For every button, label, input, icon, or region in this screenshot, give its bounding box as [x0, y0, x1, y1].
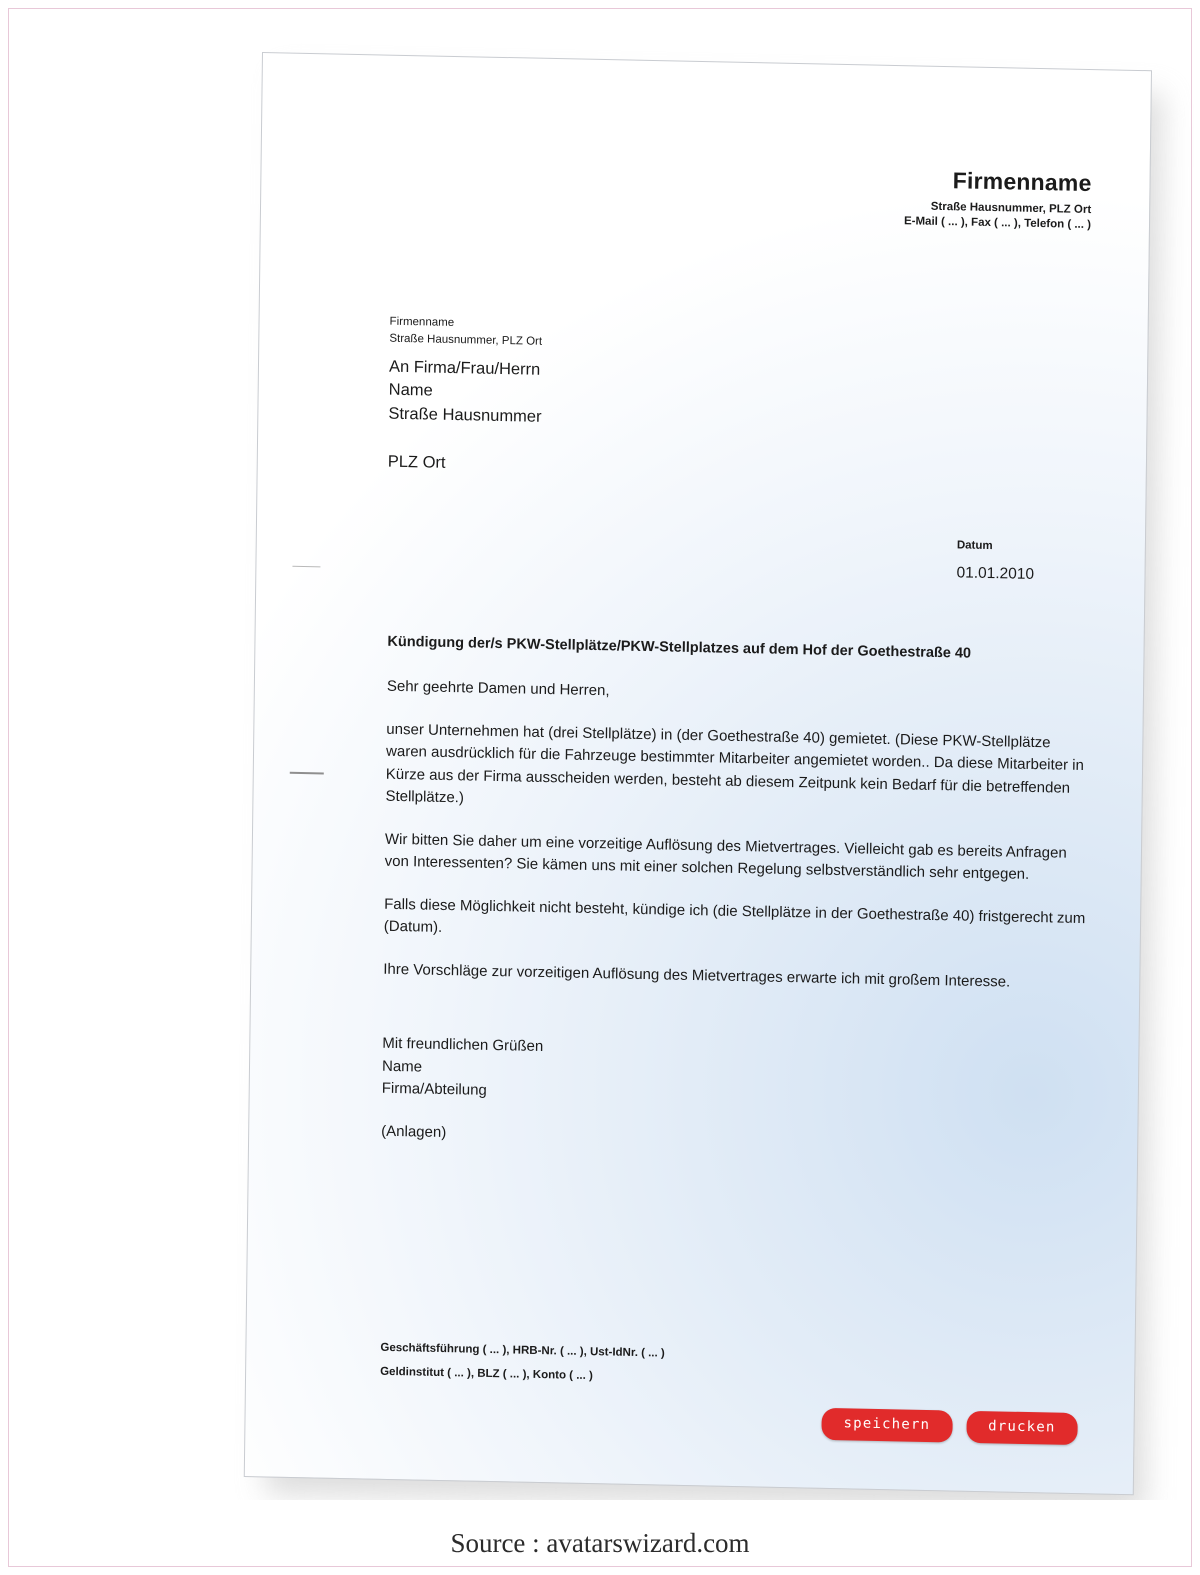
- sender-company: Firmenname: [389, 315, 455, 330]
- footer-line-bank: Geldinstitut ( ... ), BLZ ( ... ), Konto ( ... ): [380, 1365, 593, 1382]
- signature-department: Firma/Abteilung: [381, 1079, 487, 1099]
- date-block: [956, 539, 1087, 585]
- signature-name: Name: [381, 1057, 423, 1076]
- sender-street: Straße Hausnummer, PLZ Ort: [389, 332, 543, 348]
- letterhead-company-name: Firmenname: [952, 167, 1092, 197]
- save-button[interactable]: speichern: [821, 1408, 952, 1443]
- source-caption: Source : avatarswizard.com: [450, 1528, 750, 1558]
- letter-closing: Mit freundlichen Grüßen: [382, 1034, 544, 1056]
- date-value: 01.01.2010: [956, 564, 1035, 583]
- date-label: Datum: [956, 539, 993, 553]
- letter-salutation: Sehr geehrte Damen und Herren,: [386, 677, 610, 700]
- letterhead: [904, 166, 1092, 231]
- letterhead-contact: E-Mail ( ... ), Fax ( ... ), Telefon ( ... ): [903, 215, 1092, 232]
- recipient-street: Straße Hausnummer: [388, 404, 542, 426]
- recipient-address-block: [388, 356, 543, 478]
- letter-paragraph-1: unser Unternehmen hat (drei Stellplätze) in (der Goethestraße 40) gemietet. (Diese PKW-Stellplätze waren ausdrücklich für die Fahrzeuge bestimmter Mitarbeiter angemietet worden.. Da diese Mitarbeiter in Kürze aus der Firma ausscheiden werden, besteht ab diesem Zeitpunk kein Bedarf für die betreffenden Stellplätze.): [385, 720, 1085, 807]
- letter-attachments: (Anlagen): [381, 1122, 447, 1141]
- letter-paragraph-3: Falls diese Möglichkeit nicht besteht, kündige ich (die Stellplätze in der Goethestraße 40) fristgerecht zum (Datum).: [383, 895, 1086, 936]
- letter-paragraph-2: Wir bitten Sie daher um eine vorzeitige Auflösung des Mietvertrages. Vielleicht gab es bereits Anfragen von Interessenten? Sie kämen uns mit einer solchen Regelung selbstverständlich sehr entgegen.: [384, 830, 1067, 883]
- sender-address-block: [389, 314, 542, 350]
- letter-document-page: [244, 52, 1152, 1495]
- letter-body: [381, 676, 1089, 1177]
- recipient-name: Name: [388, 381, 433, 401]
- letter-footer: [380, 1335, 665, 1389]
- fold-mark-middle: [290, 772, 324, 775]
- form-action-buttons: [821, 1408, 1077, 1445]
- fold-mark-top: [292, 566, 320, 568]
- letter-subject: Kündigung der/s PKW-Stellplätze/PKW-Stellplatzes auf dem Hof der Goethestraße 40: [387, 633, 972, 662]
- recipient-salutation-line: An Firma/Frau/Herrn: [388, 357, 541, 379]
- letter-paragraph-4: Ihre Vorschläge zur vorzeitigen Auflösung des Mietvertrages erwarte ich mit großem Interesse.: [383, 960, 1011, 991]
- footer-line-management: Geschäftsführung ( ... ), HRB-Nr. ( ... ), Ust-IdNr. ( ... ): [380, 1341, 665, 1360]
- print-button[interactable]: drucken: [966, 1411, 1078, 1445]
- letterhead-address: Straße Hausnummer, PLZ Ort: [930, 200, 1092, 217]
- recipient-city: PLZ Ort: [387, 452, 446, 473]
